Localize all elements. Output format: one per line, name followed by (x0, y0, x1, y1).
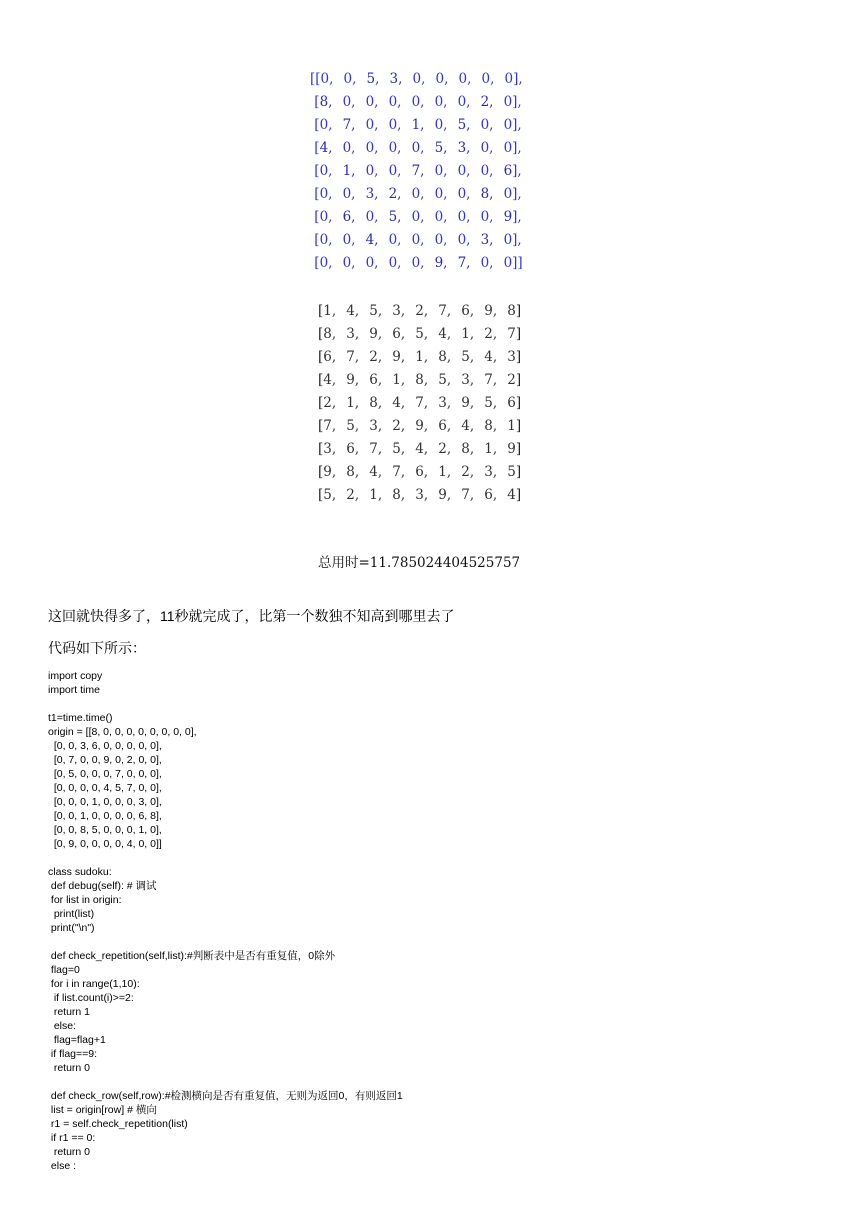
grid-cell: 7, (415, 395, 429, 411)
grid-cell: 0, (434, 163, 448, 179)
grid-cell: 9, (484, 303, 498, 319)
grid-cell: 0, (319, 117, 333, 133)
grid-cell: 0 (503, 186, 513, 202)
code-block: import copy import time t1=time.time() origin = [[8, 0, 0, 0, 0, 0, 0, 0, 0], [0, 0, 3, 6, 0, 0, 0, 0, 0], [0, 7, 0, 0, 9, 0, 2, 0, 0], [0, 5, 0, 0, 0, 7, 0, 0, 0], [0, 0, 0, 0, 4, 5, 7, 0, 0], [0, 0, 0, 1, 0, 0, 0, 3, 0], [0, 0, 1, 0, 0, 0, 0, 6, 8], [0, 0, 8, 5, 0, 0, 0, 1, 0], [0, 9, 0, 0, 0, 0, 4, 0, 0]] class sudoku: def debug(self): # 调试 for list in origin: print(list) print("\n") def check_repetition(self,list):#判断表中是否有重复值，0除外 flag=0 for i in range(1,10): if list.count(i)>=2: return 1 else: flag=flag+1 if flag==9: return 0 def check_row(self,row):#检测横向是否有重复值，无则为返回0，有则返回1 list = origin[row] # 横向 r1 = self.check_repetition(list) if r1 == 0: return 0 else : (48, 670, 403, 1172)
grid-cell: 0, (319, 163, 333, 179)
grid-cell: 8, (438, 349, 452, 365)
grid-bracket-close: ] (515, 395, 522, 411)
grid-cell: 6, (438, 418, 452, 434)
grid-row (310, 160, 523, 183)
grid-cell: 7, (461, 487, 475, 503)
grid-row (310, 206, 523, 229)
grid-bracket-close: ], (512, 140, 522, 156)
grid-cell: 2, (388, 186, 402, 202)
grid-cell: 9, (369, 326, 383, 342)
grid-cell: 4, (392, 395, 406, 411)
grid-bracket-close: ], (512, 117, 522, 133)
grid-row (318, 346, 521, 369)
grid-cell: 0, (319, 232, 333, 248)
grid-cell: 2 (507, 372, 516, 388)
grid-cell: 2, (369, 349, 383, 365)
grid-cell: 0, (412, 71, 426, 87)
grid-cell: 0, (343, 71, 357, 87)
grid-cell: 0, (388, 163, 402, 179)
grid-bracket-open: [ (318, 326, 324, 342)
grid-cell: 6, (342, 209, 356, 225)
grid-cell: 0, (365, 209, 379, 225)
grid-cell: 3, (480, 232, 494, 248)
grid-cell: 5, (369, 303, 383, 319)
grid-bracket-close: ] (515, 418, 522, 434)
grid-cell: 3, (323, 441, 337, 457)
grid-cell: 3 (507, 349, 516, 365)
grid-cell: 0, (457, 209, 471, 225)
grid-cell: 7, (438, 303, 452, 319)
grid-cell: 3, (389, 71, 403, 87)
grid-row (318, 438, 521, 461)
grid-cell: 2, (480, 94, 494, 110)
grid-bracket-open: [ (310, 186, 320, 202)
grid-cell: 0, (480, 255, 494, 271)
puzzle-grid (310, 68, 523, 275)
grid-cell: 0, (365, 163, 379, 179)
grid-cell: 0 (503, 255, 513, 271)
grid-cell: 3, (346, 326, 360, 342)
grid-cell: 4, (323, 372, 337, 388)
grid-cell: 8, (392, 487, 406, 503)
grid-cell: 0 (503, 94, 513, 110)
grid-cell: 5, (415, 326, 429, 342)
grid-cell: 4, (461, 418, 475, 434)
grid-cell: 0, (457, 186, 471, 202)
grid-cell: 5, (346, 418, 360, 434)
grid-cell: 6, (346, 441, 360, 457)
grid-cell: 1, (323, 303, 337, 319)
grid-cell: 4 (507, 487, 516, 503)
grid-bracket-open: [ (318, 418, 324, 434)
grid-cell: 0, (411, 209, 425, 225)
grid-cell: 0, (434, 186, 448, 202)
grid-cell: 4, (346, 303, 360, 319)
grid-cell: 7, (484, 372, 498, 388)
grid-cell: 6, (461, 303, 475, 319)
grid-cell: 0 (503, 232, 513, 248)
grid-cell: 8, (319, 94, 333, 110)
grid-cell: 8, (369, 395, 383, 411)
grid-cell: 0, (480, 140, 494, 156)
grid-cell: 1, (415, 349, 429, 365)
grid-bracket-open: [ (318, 349, 324, 365)
grid-bracket-close: ] (515, 487, 522, 503)
grid-cell: 0, (342, 232, 356, 248)
grid-cell: 2, (323, 395, 337, 411)
grid-bracket-close: ] (515, 464, 522, 480)
grid-cell: 0, (480, 117, 494, 133)
grid-cell: 2, (484, 326, 498, 342)
grid-cell: 5, (392, 441, 406, 457)
grid-cell: 4, (319, 140, 333, 156)
grid-cell: 4, (365, 232, 379, 248)
grid-cell: 7, (342, 117, 356, 133)
grid-cell: 5, (484, 395, 498, 411)
grid-cell: 3, (415, 487, 429, 503)
grid-row (318, 415, 521, 438)
paragraph-result: 这回就快得多了，11秒就完成了，比第一个数独不知高到哪里去了 (48, 608, 455, 624)
grid-cell: 3, (484, 464, 498, 480)
grid-bracket-close: ]] (512, 255, 523, 271)
grid-cell: 3, (392, 303, 406, 319)
grid-cell: 0, (320, 71, 334, 87)
grid-cell: 1, (346, 395, 360, 411)
grid-cell: 0, (411, 232, 425, 248)
grid-cell: 6, (323, 349, 337, 365)
grid-row (318, 369, 521, 392)
grid-cell: 0 (504, 71, 514, 87)
grid-cell: 9, (346, 372, 360, 388)
grid-cell: 0, (342, 94, 356, 110)
grid-row (318, 323, 521, 346)
grid-cell: 4, (484, 349, 498, 365)
grid-bracket-close: ] (515, 303, 522, 319)
grid-bracket-open: [ (318, 303, 324, 319)
grid-cell: 0, (388, 255, 402, 271)
grid-cell: 0, (434, 94, 448, 110)
grid-cell: 0, (458, 71, 472, 87)
grid-cell: 5, (366, 71, 380, 87)
grid-bracket-close: ], (512, 163, 522, 179)
grid-bracket-close: ], (513, 71, 523, 87)
grid-cell: 0, (388, 94, 402, 110)
grid-cell: 0, (480, 163, 494, 179)
grid-cell: 9, (415, 418, 429, 434)
grid-bracket-open: [[ (310, 71, 321, 87)
grid-cell: 1, (438, 464, 452, 480)
grid-cell: 8, (480, 186, 494, 202)
grid-bracket-open: [ (310, 163, 320, 179)
grid-cell: 0, (434, 117, 448, 133)
grid-cell: 7, (457, 255, 471, 271)
grid-cell: 4, (369, 464, 383, 480)
grid-bracket-close: ] (515, 326, 522, 342)
grid-cell: 1 (507, 418, 516, 434)
grid-cell: 0, (319, 255, 333, 271)
grid-bracket-open: [ (318, 395, 324, 411)
grid-cell: 0, (319, 209, 333, 225)
grid-bracket-open: [ (310, 140, 320, 156)
grid-bracket-open: [ (310, 117, 320, 133)
grid-cell: 5 (507, 464, 516, 480)
grid-cell: 5, (388, 209, 402, 225)
grid-bracket-open: [ (310, 232, 320, 248)
grid-cell: 2, (461, 464, 475, 480)
grid-cell: 0, (434, 209, 448, 225)
grid-bracket-open: [ (310, 94, 320, 110)
grid-cell: 1, (392, 372, 406, 388)
grid-cell: 0, (411, 140, 425, 156)
grid-cell: 1, (484, 441, 498, 457)
grid-bracket-open: [ (318, 441, 324, 457)
grid-cell: 0, (481, 71, 495, 87)
grid-cell: 0, (365, 94, 379, 110)
grid-cell: 8 (507, 303, 516, 319)
grid-cell: 0, (365, 255, 379, 271)
grid-cell: 1, (411, 117, 425, 133)
grid-cell: 5, (434, 140, 448, 156)
grid-cell: 7 (507, 326, 516, 342)
grid-cell: 9, (323, 464, 337, 480)
solution-grid (318, 300, 521, 507)
grid-bracket-close: ], (512, 94, 522, 110)
grid-cell: 3, (365, 186, 379, 202)
grid-cell: 2, (346, 487, 360, 503)
grid-cell: 1, (342, 163, 356, 179)
grid-cell: 9, (461, 395, 475, 411)
grid-cell: 1, (369, 487, 383, 503)
grid-cell: 4, (438, 326, 452, 342)
grid-cell: 0, (342, 140, 356, 156)
grid-cell: 0, (365, 117, 379, 133)
grid-bracket-close: ], (512, 186, 522, 202)
grid-cell: 7, (411, 163, 425, 179)
grid-cell: 0, (457, 232, 471, 248)
grid-cell: 6, (484, 487, 498, 503)
grid-cell: 0, (342, 186, 356, 202)
grid-bracket-open: [ (318, 487, 324, 503)
grid-row (310, 114, 523, 137)
grid-cell: 6, (415, 464, 429, 480)
grid-cell: 9, (438, 487, 452, 503)
grid-cell: 8, (346, 464, 360, 480)
grid-cell: 0, (435, 71, 449, 87)
grid-row (310, 68, 523, 91)
grid-cell: 6, (392, 326, 406, 342)
grid-cell: 0, (388, 232, 402, 248)
grid-cell: 2, (438, 441, 452, 457)
grid-bracket-open: [ (318, 464, 324, 480)
grid-bracket-close: ], (512, 209, 522, 225)
grid-cell: 0, (388, 140, 402, 156)
grid-cell: 0, (457, 94, 471, 110)
grid-cell: 7, (323, 418, 337, 434)
grid-row (310, 91, 523, 114)
grid-row (318, 300, 521, 323)
grid-cell: 0, (365, 140, 379, 156)
grid-bracket-close: ] (515, 372, 522, 388)
grid-cell: 8, (461, 441, 475, 457)
grid-cell: 6 (507, 395, 516, 411)
grid-cell: 8, (484, 418, 498, 434)
grid-cell: 7, (346, 349, 360, 365)
grid-cell: 0, (434, 232, 448, 248)
grid-cell: 9 (503, 209, 513, 225)
grid-cell: 7, (392, 464, 406, 480)
grid-bracket-close: ], (512, 232, 522, 248)
grid-cell: 0, (411, 186, 425, 202)
grid-bracket-close: ] (515, 441, 522, 457)
grid-row (318, 484, 521, 507)
grid-cell: 9 (507, 441, 516, 457)
grid-row (310, 229, 523, 252)
grid-cell: 5, (461, 349, 475, 365)
grid-cell: 0, (342, 255, 356, 271)
timer-text: 总用时=11.785024404525757 (318, 555, 521, 571)
grid-cell: 3, (461, 372, 475, 388)
grid-cell: 7, (369, 441, 383, 457)
grid-cell: 0, (319, 186, 333, 202)
grid-cell: 6 (503, 163, 513, 179)
grid-cell: 0 (503, 117, 513, 133)
grid-row (318, 461, 521, 484)
grid-bracket-open: [ (318, 372, 324, 388)
grid-bracket-close: ] (515, 349, 522, 365)
grid-row (318, 392, 521, 415)
grid-cell: 0, (411, 94, 425, 110)
grid-cell: 3, (438, 395, 452, 411)
grid-cell: 2, (392, 418, 406, 434)
grid-cell: 1, (461, 326, 475, 342)
grid-cell: 0, (388, 117, 402, 133)
grid-cell: 0, (480, 209, 494, 225)
grid-row (310, 137, 523, 160)
grid-row (310, 183, 523, 206)
grid-cell: 8, (415, 372, 429, 388)
grid-cell: 9, (392, 349, 406, 365)
grid-row (310, 252, 523, 275)
grid-cell: 3, (457, 140, 471, 156)
grid-cell: 5, (438, 372, 452, 388)
grid-cell: 5, (323, 487, 337, 503)
grid-cell: 0 (503, 140, 513, 156)
grid-cell: 6, (369, 372, 383, 388)
grid-bracket-open: [ (310, 209, 320, 225)
grid-cell: 0, (411, 255, 425, 271)
grid-cell: 5, (457, 117, 471, 133)
grid-cell: 3, (369, 418, 383, 434)
grid-cell: 2, (415, 303, 429, 319)
grid-cell: 4, (415, 441, 429, 457)
grid-cell: 9, (434, 255, 448, 271)
paragraph-code-intro: 代码如下所示： (48, 640, 146, 656)
grid-bracket-open: [ (310, 255, 320, 271)
grid-cell: 8, (323, 326, 337, 342)
grid-cell: 0, (457, 163, 471, 179)
